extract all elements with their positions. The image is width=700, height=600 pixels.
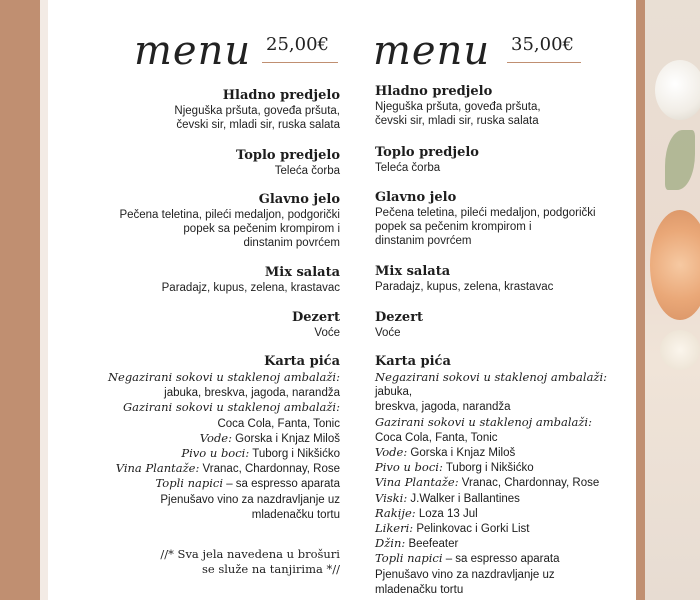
section-hladno-predjelo — [48, 88, 340, 132]
section-line: Pečena teletina, pileći medaljon, podgorički — [119, 209, 340, 221]
drinks-text: Vranac, Chardonnay, Rose — [199, 463, 340, 476]
menu-title: menu — [134, 28, 252, 74]
drinks-label: Vina Plantaže: — [115, 461, 200, 476]
drinks-label: Vode: — [375, 445, 408, 460]
drinks-label: Vina Plantaže: — [375, 475, 459, 490]
section-title: Dezert — [375, 310, 424, 325]
section-glavno-jelo — [375, 190, 625, 248]
drinks-label: Gazirani sokovi u staklenoj ambalaži: — [123, 400, 340, 415]
drinks-line — [375, 460, 625, 475]
drinks-line — [48, 476, 340, 491]
section-line: Voće — [375, 327, 401, 339]
section-glavno-jelo — [48, 192, 340, 250]
section-title: Hladno predjelo — [222, 88, 340, 103]
drinks-line — [48, 400, 340, 415]
section-line: popek sa pečenim krompirom i — [183, 223, 340, 235]
drinks-text: jabuka, breskva, jagoda, narandža — [164, 387, 340, 400]
footnote-line: se služe na tanjirima *// — [201, 562, 340, 576]
drinks-text: Loza 13 Jul — [415, 507, 478, 520]
section-toplo-predjelo — [375, 145, 625, 175]
drinks-line — [375, 370, 625, 399]
drinks-text: Tuborg i Nikšićko — [249, 448, 340, 461]
section-line: Njeguška pršuta, goveđa pršuta, — [375, 101, 541, 113]
drinks-line — [375, 415, 625, 430]
drinks-text: Tuborg i Nikšićko — [442, 462, 534, 475]
price-underline — [262, 62, 338, 63]
drinks-line — [375, 430, 625, 445]
drinks-text: Beefeater — [405, 538, 459, 551]
section-dezert — [375, 310, 625, 340]
drinks-line — [48, 431, 340, 446]
drinks-text: Pjenušavo vino za nazdravljanje uz — [375, 568, 555, 581]
drinks-text: J.Walker i Ballantines — [407, 492, 520, 505]
white-flower-image — [655, 60, 700, 120]
drinks-line — [48, 446, 340, 461]
price-underline — [507, 62, 581, 63]
drinks-text: mladenačku tortu — [251, 508, 340, 521]
section-dezert — [48, 310, 340, 340]
section-title: Karta pića — [264, 354, 340, 369]
section-title: Hladno predjelo — [375, 84, 493, 99]
section-title: Toplo predjelo — [236, 148, 340, 163]
drinks-line — [375, 536, 625, 551]
drinks-line — [48, 385, 340, 400]
drinks-line — [375, 475, 625, 490]
drinks-line — [48, 507, 340, 522]
section-title: Glavno jelo — [375, 190, 457, 205]
drinks-text: Gorska i Knjaz Miloš — [407, 447, 516, 460]
drinks-label: Pivo u boci: — [375, 460, 443, 475]
section-title: Mix salata — [375, 264, 451, 279]
section-line: Voće — [314, 327, 340, 339]
section-line: Teleća čorba — [274, 165, 340, 177]
footnote-line: //* Sva jela navedena u brošuri — [160, 547, 340, 561]
drinks-text: breskva, jagoda, narandža — [375, 401, 511, 414]
drinks-text: – sa espresso aparata — [223, 478, 340, 491]
section-title: Glavno jelo — [258, 192, 340, 207]
drinks-text: Pelinkovac i Gorki List — [413, 523, 530, 536]
menu-price: 35,00€ — [511, 34, 574, 55]
drinks-label: Džin: — [375, 536, 406, 551]
section-line: Njeguška pršuta, goveđa pršuta, — [174, 105, 340, 117]
white-bud-image — [660, 330, 700, 370]
drinks-text: Vranac, Chardonnay, Rose — [458, 477, 600, 490]
drinks-line — [375, 506, 625, 521]
drinks-text: – sa espresso aparata — [442, 553, 560, 566]
section-hladno-predjelo — [375, 84, 625, 128]
drinks-text: Coca Cola, Fanta, Tonic — [217, 417, 340, 430]
menu-header-right — [375, 28, 625, 78]
section-mix-salata — [375, 264, 625, 294]
section-line: Paradajz, kupus, zelena, krastavac — [161, 282, 340, 294]
drinks-line — [375, 551, 625, 566]
drinks-label: Likeri: — [375, 521, 414, 536]
drinks-line — [375, 521, 625, 536]
drinks-label: Negazirani sokovi u staklenoj ambalaži: — [107, 370, 340, 384]
drinks-line — [375, 399, 625, 414]
section-karta-pica — [375, 354, 625, 597]
menu-title: menu — [373, 28, 491, 74]
drinks-line — [375, 567, 625, 582]
section-title: Dezert — [291, 310, 340, 325]
drinks-line — [48, 370, 340, 385]
section-karta-pica — [48, 354, 340, 522]
right-decorative-border — [636, 0, 645, 600]
drinks-text: jabuka, — [375, 386, 413, 399]
drinks-label: Gazirani sokovi u staklenoj ambalaži: — [375, 414, 592, 429]
section-line: dinstanim povrćem — [243, 237, 340, 249]
drinks-text: Gorska i Knjaz Miloš — [231, 432, 340, 445]
drinks-line — [375, 445, 625, 460]
drinks-text: Coca Cola, Fanta, Tonic — [375, 431, 498, 444]
section-title: Mix salata — [264, 265, 340, 280]
drinks-label: Viski: — [375, 490, 408, 505]
section-title: Toplo predjelo — [375, 145, 479, 160]
section-mix-salata — [48, 265, 340, 295]
section-line: čevski sir, mladi sir, ruska salata — [176, 119, 340, 131]
drinks-label: Pivo u boci: — [181, 446, 250, 461]
drinks-text: Pjenušavo vino za nazdravljanje uz — [160, 493, 340, 506]
section-line: Pečena teletina, pileći medaljon, podgorički — [375, 207, 596, 219]
drinks-label: Negazirani sokovi u staklenoj ambalaži: — [375, 370, 608, 384]
drinks-label: Topli napici — [155, 476, 223, 491]
drinks-line — [48, 416, 340, 431]
section-line: Paradajz, kupus, zelena, krastavac — [375, 281, 554, 293]
section-title: Karta pića — [375, 354, 451, 369]
drinks-label: Vode: — [199, 430, 232, 445]
footnote — [48, 547, 340, 577]
section-line: popek sa pečenim krompirom i — [375, 221, 532, 233]
menu-price: 25,00€ — [266, 34, 329, 55]
drinks-line — [375, 582, 625, 597]
left-decorative-border — [0, 0, 40, 600]
drinks-line — [48, 461, 340, 476]
section-line: Teleća čorba — [375, 162, 441, 174]
menu-header-left — [48, 28, 340, 78]
drinks-text: mladenačku tortu — [375, 583, 464, 596]
section-line: dinstanim povrćem — [375, 235, 472, 247]
drinks-line — [375, 491, 625, 506]
section-toplo-predjelo — [48, 148, 340, 178]
drinks-label: Rakije: — [375, 505, 416, 520]
drinks-line — [48, 492, 340, 507]
section-line: čevski sir, mladi sir, ruska salata — [375, 115, 539, 127]
drinks-label: Topli napici — [375, 551, 443, 566]
